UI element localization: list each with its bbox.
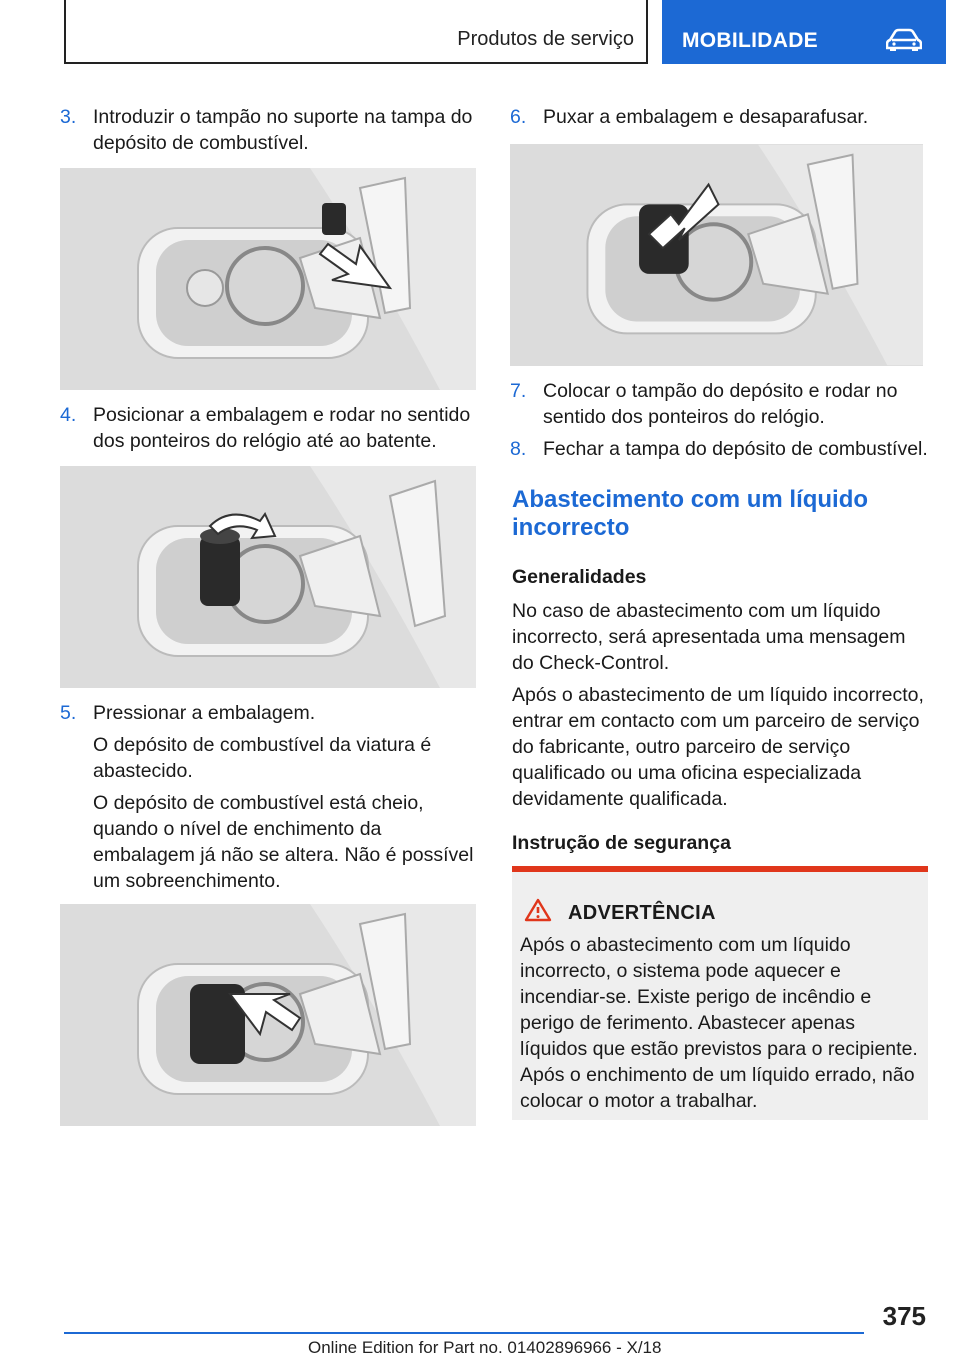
step-text: Posicionar a embalagem e rodar no sentido dos ponteiros do relógio até ao batente. <box>93 404 471 452</box>
warning-title: ADVERTÊNCIA <box>568 902 716 924</box>
step-7 <box>510 378 928 436</box>
header-tab-label: MOBILIDADE <box>682 29 818 52</box>
warning-text: Após o abastecimento com um líquido incorrecto, o sistema pode aquecer e incendiar-se. Existe perigo de incêndio e perigo de ferimento. Abastecer apenas líquidos que estão previstos para o recipiente. Após o enchimento de um líquido errado, não colocar o motor a trabalhar. <box>520 934 918 1112</box>
step-4 <box>60 402 478 460</box>
step-text: Introduzir o tampão no suporte na tampa do depósito de combustível. <box>93 106 473 154</box>
illustration-insert-cap <box>60 168 476 390</box>
warning-triangle-icon <box>524 898 552 922</box>
footer-edition: Online Edition for Part no. 01402896966 - X/18 <box>308 1338 662 1357</box>
step-8 <box>510 436 928 468</box>
car-icon <box>886 28 922 52</box>
step-note: O depósito de combustível da viatura é abastecido. <box>93 734 432 782</box>
step-number: 7. <box>510 380 527 402</box>
illustration-rotate-package <box>60 466 476 688</box>
step-6 <box>510 104 928 136</box>
step-text: Pressionar a embalagem. <box>93 702 316 724</box>
step-number: 6. <box>510 106 527 128</box>
step-number: 3. <box>60 106 77 128</box>
step-text: Fechar a tampa do depósito de combustível. <box>543 438 928 460</box>
warning-heading <box>524 898 716 925</box>
general-paragraph-1: No caso de abastecimento com um líquido incorrecto, será apresentada uma mensagem do Check-Control. <box>512 600 906 674</box>
step-text: Puxar a embalagem e desaparafusar. <box>543 106 869 128</box>
header-section-title: Produtos de serviço <box>457 28 634 50</box>
step-text: Colocar o tampão do depósito e rodar no sentido dos ponteiros do relógio. <box>543 380 898 428</box>
step-number: 4. <box>60 404 77 426</box>
section-title: Abastecimento com um líquido incorrecto <box>512 486 869 541</box>
step-number: 5. <box>60 702 77 724</box>
general-paragraph-2: Após o abastecimento de um líquido incorrecto, entrar em contacto com um parceiro de serviço do fabricante, outro parceiro de serviço qualificado ou uma oficina especializada devidamente qualificada. <box>512 684 924 810</box>
page-number: 375 <box>882 1301 926 1331</box>
illustration-pull-package <box>510 144 923 366</box>
step-3 <box>60 104 478 162</box>
warning-box <box>512 866 928 1120</box>
step-5 <box>60 700 478 900</box>
header-tab-mobilidade[interactable] <box>662 0 946 64</box>
illustration-press-package <box>60 904 476 1126</box>
header-section-box <box>64 0 648 64</box>
footer-divider <box>64 1332 864 1334</box>
general-title: Generalidades <box>512 566 647 588</box>
step-note: O depósito de combustível está cheio, quando o nível de enchimento da embalagem já não se altera. Não é possível um sobreenchimento. <box>93 792 474 892</box>
safety-title: Instrução de segurança <box>512 832 731 854</box>
step-number: 8. <box>510 438 527 460</box>
